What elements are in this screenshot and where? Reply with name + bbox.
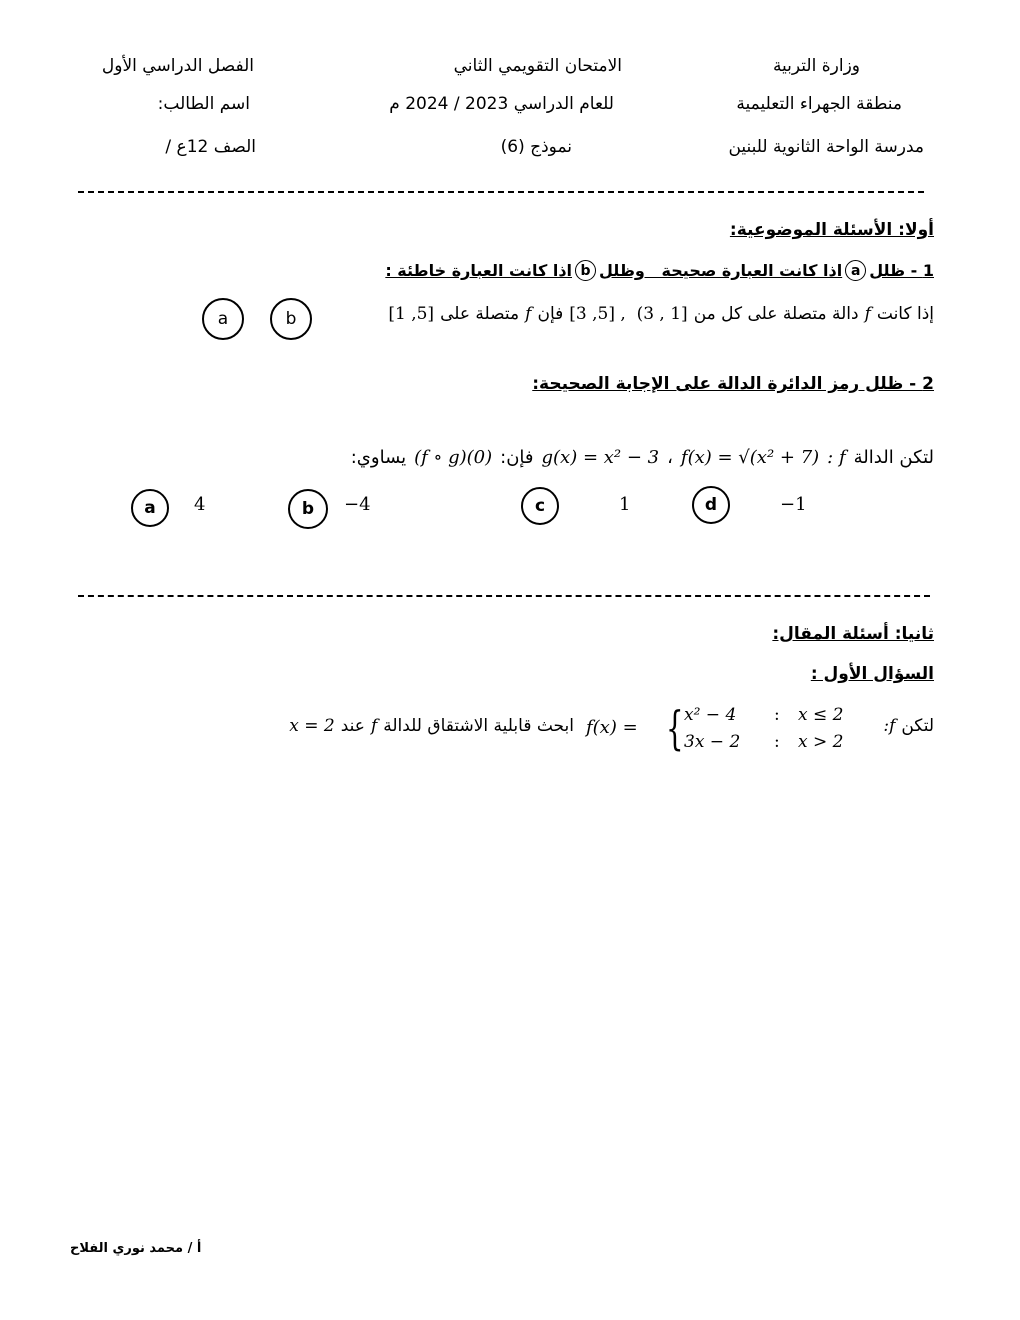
q2-composition: (f ∘ g)(0)	[414, 447, 493, 468]
ministry-name: وزارة التربية	[772, 56, 860, 76]
q2-choice-a-value: 4	[194, 494, 206, 515]
piece2-condition: x > 2	[798, 732, 844, 752]
model-number: نموذج (6)	[500, 137, 572, 157]
author-credit: أ / محمد نوري الفلاح	[70, 1241, 202, 1256]
q2-statement	[351, 447, 934, 468]
q2-f-symbol: f :	[827, 447, 846, 468]
q1-instruction-option-a: a	[845, 260, 866, 281]
q2-choice-d-value: −1	[780, 494, 807, 515]
q2-choice-c-value: 1	[619, 494, 631, 515]
q2-choice-d-circle[interactable]: d	[692, 486, 730, 524]
q1-instruction	[385, 260, 934, 281]
q2-g-definition: g(x) = x² − 3	[541, 447, 660, 468]
q1-interval2: [1 ,5]	[388, 304, 435, 324]
section2-title: ثانيا: أسئلة المقال:	[772, 624, 934, 644]
q1-suffix: اذا كانت العبارة خاطئة :	[385, 261, 573, 280]
q2-let: لتكن الدالة	[853, 447, 934, 468]
essay-point: x = 2	[289, 716, 335, 736]
q1-f-symbol: f	[864, 304, 871, 324]
q2-equals: يساوي:	[350, 447, 407, 468]
q1-f-symbol-2: f	[525, 304, 532, 324]
semester: الفصل الدراسي الأول	[101, 56, 254, 76]
left-brace: {	[666, 701, 684, 755]
region-name: منطقة الجهراء التعليمية	[736, 94, 902, 114]
q1-answer-a[interactable]: a	[202, 298, 244, 340]
q1-continuous-on: متصلة على	[440, 304, 520, 324]
piece1-condition: x ≤ 2	[798, 705, 844, 725]
q1-instruction-mid: اذا كانت العبارة صحيحة وظلل	[599, 261, 843, 280]
exam-title: الامتحان التقويمي الثاني	[453, 56, 622, 76]
q1-statement	[388, 304, 934, 324]
q2-title: 2 - ظلل رمز الدائرة الدالة على الإجابة الصحيحة:	[532, 374, 934, 394]
essay-let: لتكن	[901, 716, 934, 736]
school-name: مدرسة الواحة الثانوية للبنين	[728, 137, 924, 157]
q1-prefix: 1 - ظلل	[869, 261, 934, 280]
essay-task	[289, 716, 574, 736]
q1-then: فإن	[537, 304, 564, 324]
academic-year: للعام الدراسي 2023 / 2024 م	[389, 94, 614, 114]
essay-q1-title: السؤال الأول :	[810, 664, 934, 684]
q1-answer-b[interactable]: b	[270, 298, 312, 340]
piece1-colon: :	[774, 705, 780, 725]
header-separator	[78, 191, 924, 193]
q2-choice-b-value: −4	[344, 494, 371, 515]
piece1-expression: x² − 4	[684, 705, 737, 725]
q2-then: فإن:	[500, 447, 534, 468]
piece2-colon: :	[774, 732, 780, 752]
essay-task-text: ابحث قابلية الاشتقاق للدالة	[383, 716, 574, 736]
piecewise-definition	[586, 703, 856, 757]
piecewise-fx-eq: f(x) =	[586, 717, 638, 738]
q1-interval1: [3 ,5] , (3 , 1]	[569, 304, 688, 324]
section-separator	[78, 595, 930, 597]
q1-instruction-option-b: b	[575, 260, 596, 281]
essay-f-symbol: f:	[883, 716, 896, 736]
q2-choice-a-circle[interactable]: a	[131, 489, 169, 527]
q2-choice-c-circle[interactable]: c	[521, 487, 559, 525]
q1-statement-start: إذا كانت	[876, 304, 934, 324]
piece2-expression: 3x − 2	[684, 732, 741, 752]
essay-q1-let	[883, 716, 934, 736]
essay-at: عند	[340, 716, 365, 736]
q2-f-definition: f(x) = √(x² + 7)	[680, 447, 820, 468]
q2-comma: ،	[667, 447, 673, 468]
section1-title: أولا: الأسئلة الموضوعية:	[729, 220, 934, 240]
student-name-label: اسم الطالب:	[157, 94, 250, 114]
q2-choice-b-circle[interactable]: b	[288, 489, 328, 529]
class-label: الصف 12ع /	[165, 137, 256, 157]
q1-statement-mid: دالة متصلة على كل من	[693, 304, 859, 324]
essay-task-f: f	[370, 716, 378, 736]
